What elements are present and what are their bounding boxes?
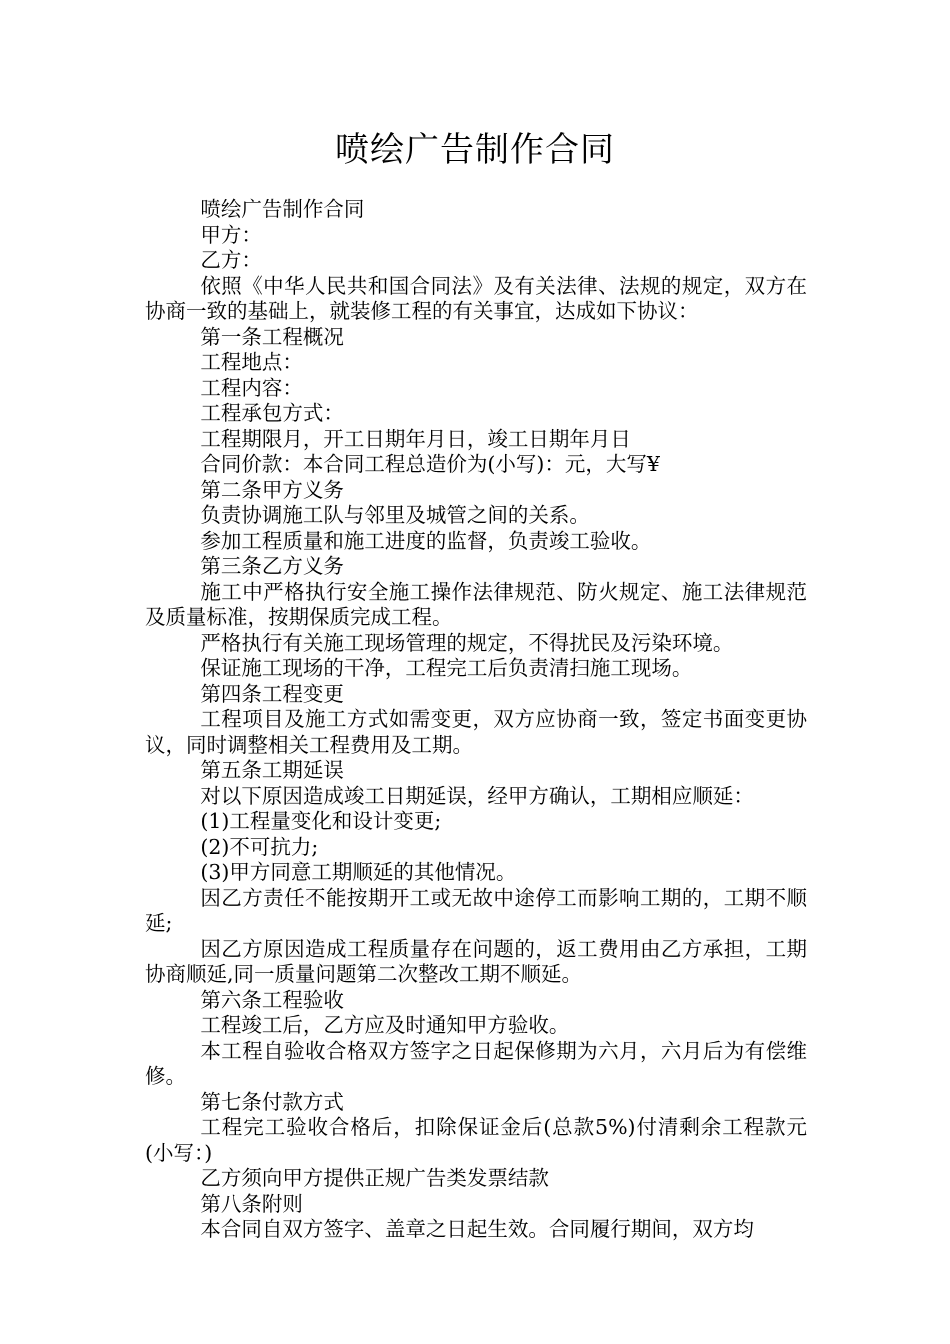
paragraph-party-a-duty-2: 参加工程质量和施工进度的监督，负责竣工验收。 [200,528,652,553]
article-7-heading: 第七条付款方式 [200,1089,344,1114]
paragraph-heading-repeat: 喷绘广告制作合同 [200,197,365,221]
paragraph-delay-no-extension-1: 因乙方责任不能按期开工或无故中途停工而影响工期的，工期不顺延; [145,885,807,935]
paragraph-change-terms: 工程项目及施工方式如需变更，双方应协商一致，签定书面变更协议，同时调整相关工程费用及工期。 [145,707,807,757]
paragraph-payment-2: 乙方须向甲方提供正规广告类发票结款 [200,1166,549,1190]
paragraph-acceptance-2: 本工程自验收合格双方签字之日起保修期为六月，六月后为有偿维修。 [145,1038,807,1088]
paragraph-preamble: 依照《中华人民共和国合同法》及有关法律、法规的规定，双方在协商一致的基础上，就装修工程的有关事宜，达成如下协议： [145,273,807,323]
article-1-heading: 第一条工程概况 [200,324,344,349]
article-4-heading: 第四条工程变更 [200,681,344,706]
paragraph-acceptance-1: 工程竣工后，乙方应及时通知甲方验收。 [200,1013,570,1037]
paragraph-party-a: 甲方： [200,222,262,247]
paragraph-party-b: 乙方： [200,248,262,272]
paragraph-delay-no-extension-2: 因乙方原因造成工程质量存在问题的，返工费用由乙方承担，工期协商顺延,同一质量问题第二次整改工期不顺延。 [145,936,807,986]
article-6-heading: 第六条工程验收 [200,987,344,1012]
document-body [145,197,807,1243]
paragraph-project-content: 工程内容： [200,375,303,400]
paragraph-delay-item-1: (1)工程量变化和设计变更; [200,809,442,833]
document-title: 喷绘广告制作合同 [335,130,615,170]
paragraph-delay-item-2: (2)不可抗力; [200,834,319,859]
article-5-heading: 第五条工期延误 [200,758,344,782]
paragraph-party-b-duty-3: 保证施工现场的干净，工程完工后负责清扫施工现场。 [200,656,693,680]
paragraph-project-location: 工程地点： [200,350,303,374]
paragraph-party-b-duty-1: 施工中严格执行安全施工操作法律规范、防火规定、施工法律规范及质量标准，按期保质完成工程。 [145,579,807,629]
paragraph-contract-mode: 工程承包方式： [200,401,344,425]
paragraph-party-b-duty-2: 严格执行有关施工现场管理的规定，不得扰民及污染环境。 [200,630,734,655]
paragraph-project-period: 工程期限月，开工日期年月日，竣工日期年月日 [200,426,631,451]
article-3-heading: 第三条乙方义务 [200,554,344,578]
paragraph-contract-price: 合同价款：本合同工程总造价为(小写)：元，大写¥ [200,452,660,476]
paragraph-delay-intro: 对以下原因造成竣工日期延误，经甲方确认，工期相应顺延： [200,783,754,808]
paragraph-payment-1: 工程完工验收合格后，扣除保证金后(总款5%)付清剩余工程款元(小写：) [145,1115,807,1165]
article-2-heading: 第二条甲方义务 [200,477,344,502]
article-8-heading: 第八条附则 [200,1191,303,1216]
paragraph-party-a-duty-1: 负责协调施工队与邻里及城管之间的关系。 [200,503,590,527]
paragraph-supplementary-1: 本合同自双方签字、盖章之日起生效。合同履行期间，双方均 [200,1217,754,1241]
paragraph-delay-item-3: (3)甲方同意工期顺延的其他情况。 [200,860,517,884]
